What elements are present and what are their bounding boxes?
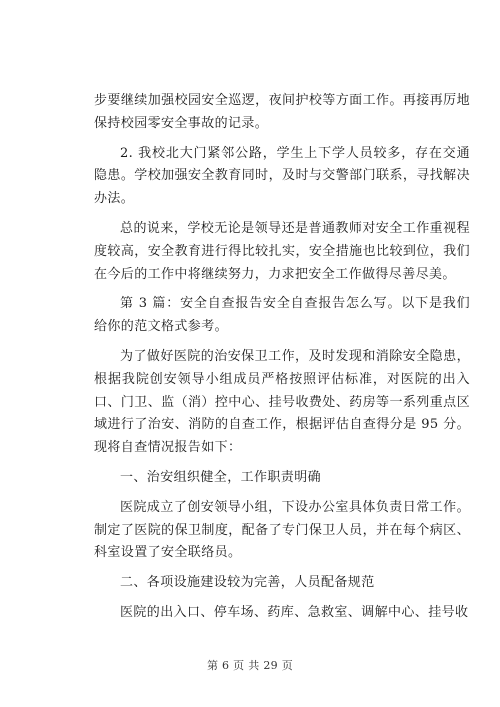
paragraph-continuation: 步要继续加强校园安全巡逻，夜间护校等方面工作。再接再厉地保持校园零安全事故的记录。 xyxy=(94,93,470,131)
paragraph-article-3-intro: 第 3 篇：安全自查报告安全自查报告怎么写。以下是我们给你的范文格式参考。 xyxy=(94,296,470,335)
page-footer: 第 6 页 共 29 页 xyxy=(206,659,294,672)
section-heading-2: 二、各项设施建设较为完善，人员配备规范 xyxy=(120,575,375,591)
paragraph-summary: 总的说来，学校无论是领导还是普通教师对安全工作重视程度较高，安全教育进行得比较扎实，安全措施也比较到位，我们在今后的工作中将继续努力，力求把安全工作做得尽善尽美。 xyxy=(94,220,470,282)
section-heading-1: 一、治安组织健全，工作职责明确 xyxy=(120,469,322,485)
document-body xyxy=(94,90,470,625)
paragraph-hospital-intro: 为了做好医院的治安保卫工作，及时发现和消除安全隐患，根据我院创安领导小组成员严格按照评估标准，对医院的出入口、门卫、监（消）控中心、挂号收费处、药房等一系列重点区域进行了治安、消防的自查工作，根据评估自查得分是 95 分。现将自查情况报告如下： xyxy=(94,348,470,456)
paragraph-section-1: 医院成立了创安领导小组，下设办公室具体负责日常工作。制定了医院的保卫制度，配备了专门保卫人员，并在每个病区、科室设置了安全联络员。 xyxy=(94,499,470,561)
paragraph-item-2: 2. 我校北大门紧邻公路，学生上下学人员较多，存在交通隐患。学校加强安全教育同时，及时与交警部门联系，寻找解决办法。 xyxy=(94,145,470,207)
paragraph-section-2: 医院的出入口、停车场、药库、急救室、调解中心、挂号收 xyxy=(120,604,469,620)
